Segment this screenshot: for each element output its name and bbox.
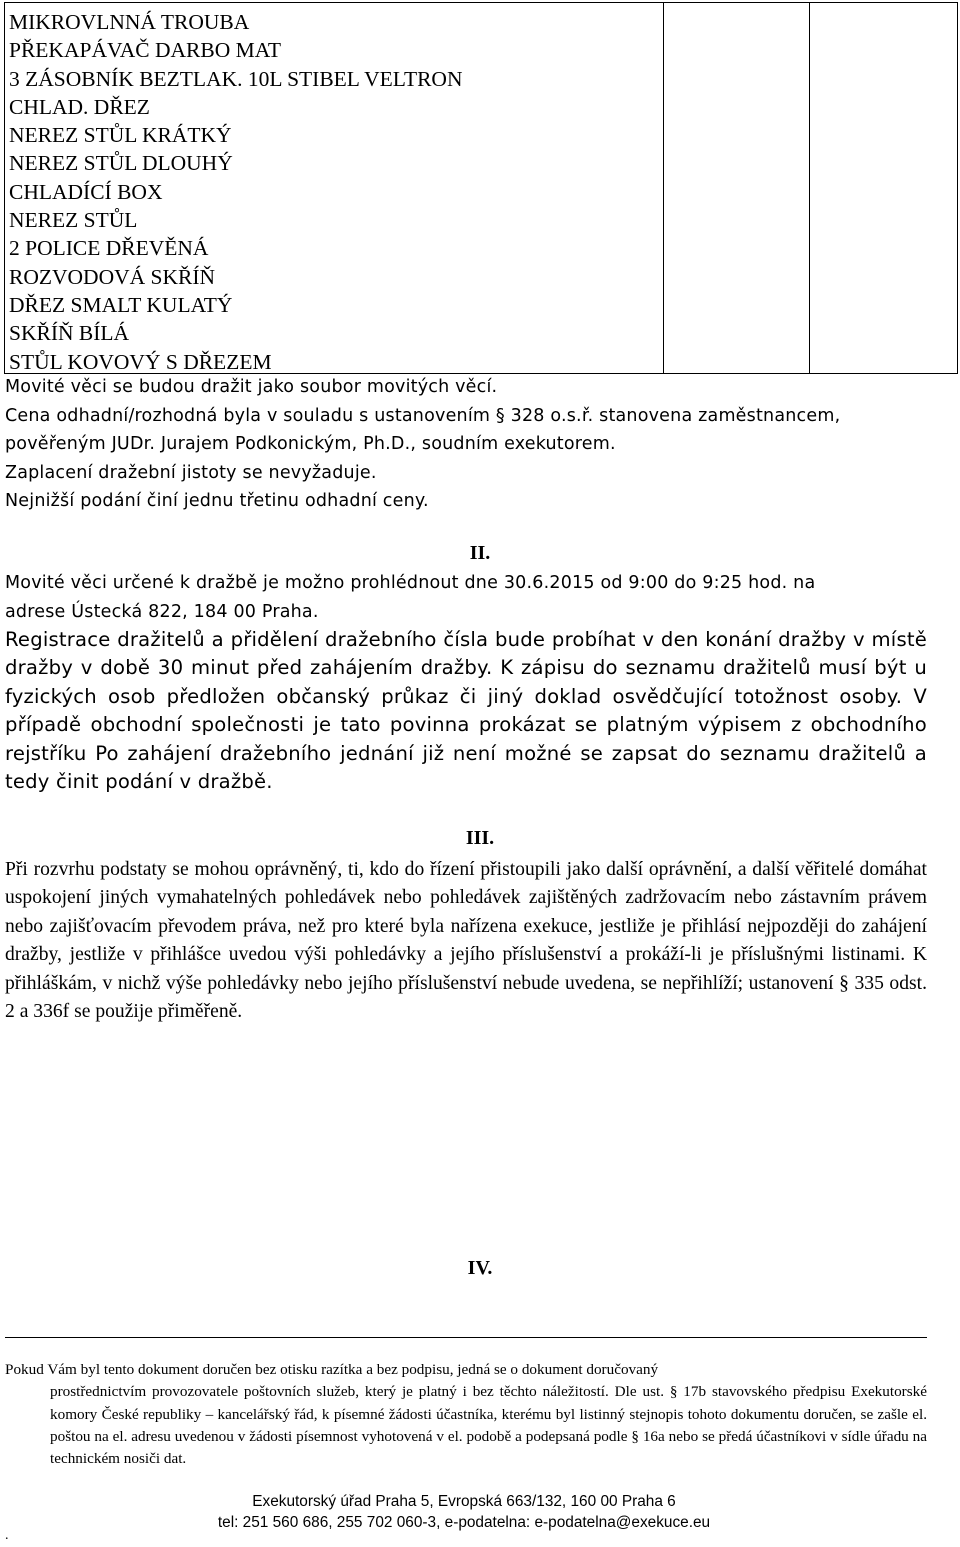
claims-paragraph: Při rozvrhu podstaty se mohou oprávněný, ti, kdo do řízení přistoupili jako další oprávnění, a další věřitelé domáhat uspokojení jiných vymahatelných pohledávek nebo pohledávek zajištěných zadržovacím nebo zástavním právem nebo zajišťovacím převodem práva, než pro které byla nařízena exekuce, jestliže je přihlásí nejpozději do zahájení dražby, jestliže v přihlášce uvedou výši pohledávky a jejího příslušenství a prokáží-li je příslušnými listinami. K přihláškám, v nichž výše pohledávky nebo jejího příslušenství nebude uvedena, se nepřihlíží; ustanovení § 335 odst. 2 a 336f se použije přiměřeně. — [5, 859, 927, 1023]
inspection-line: adrese Ústecká 822, 184 00 Praha. — [5, 601, 319, 622]
items-column — [5, 3, 664, 373]
section-heading: II. — [469, 542, 491, 564]
section-3 — [5, 856, 927, 1026]
office-contact: tel: 251 560 686, 255 702 060-3, e-podatelna: e-podatelna@exekuce.eu — [217, 1514, 711, 1531]
footnote — [5, 1359, 927, 1470]
inspection-line: Movité věci určené k dražbě je možno prohlédnout dne 30.6.2015 od 9:00 do 9:25 hod. na — [5, 573, 816, 593]
footnote-line: Pokud Vám byl tento dokument doručen bez otisku razítka a bez podpisu, jedná se o dokument doručovaný — [5, 1361, 659, 1378]
section-heading: III. — [465, 827, 495, 849]
office-address: Exekutorský úřad Praha 5, Evropská 663/132, 160 00 Praha 6 — [252, 1493, 676, 1510]
list-item: NEREZ STŮL DLOUHÝ — [9, 151, 233, 176]
list-item: CHLADÍCÍ BOX — [9, 179, 163, 204]
list-item: 3 ZÁSOBNÍK BEZTLAK. 10L STIBEL VELTRON — [9, 66, 463, 91]
item-list — [9, 8, 462, 376]
intro-line: pověřeným JUDr. Jurajem Podkonickým, Ph.D., soudním exekutorem. — [5, 434, 616, 454]
list-item: SKŘÍŇ BÍLÁ — [9, 321, 130, 346]
list-item: MIKROVLNNÁ TROUBA — [9, 10, 250, 34]
list-item: NEREZ STŮL KRÁTKÝ — [9, 123, 232, 148]
intro-block — [5, 373, 927, 516]
section-heading: IV. — [467, 1257, 493, 1279]
intro-line: Zaplacení dražební jistoty se nevyžaduje. — [5, 462, 377, 483]
registration-paragraph: Registrace dražitelů a přidělení dražebního čísla bude probíhat v den konání dražby v místě dražby v době 30 minut před zahájením dražby. K zápisu do seznamu dražitelů musí být u fyzických osob předložen občanský průkaz či jiný doklad osvědčující totožnost osoby. V případě obchodní společnosti je tato povinna prokázat se platným výpisem z obchodního rejstříku Po zahájení dražebního jednání již není možné se zapsat do seznamu dražitelů a tedy činit podání v dražbě. — [5, 628, 927, 794]
footnote-divider — [5, 1337, 927, 1338]
footnote-text: prostřednictvím provozovatele poštovních služeb, který je platný i bez těchto náležitostí. Dle ust. § 17b stavovského předpisu Exekutorské komory České republiky – kancelářský řád, k písemné žádosti účastníka, kterému byl listinný stejnopis tohoto dokumentu doručen, se zašle el. poštou na el. adresu uvedenou v žádosti písemnost vyhotovená v el. podobě a podepsaná podle § 16a nebo se předá účastníkovi v sídle úřadu na technickém nosiči dat. — [50, 1383, 927, 1468]
list-item: PŘEKAPÁVAČ DARBO MAT — [9, 38, 281, 63]
list-item: STŮL KOVOVÝ S DŘEZEM — [9, 349, 272, 374]
empty-column — [664, 3, 810, 373]
page-mark: . — [5, 1528, 9, 1543]
list-item: NEREZ STŮL — [9, 208, 138, 233]
section-2 — [5, 569, 927, 796]
items-table — [4, 2, 958, 374]
intro-line: Cena odhadní/rozhodná byla v souladu s ustanovením § 328 o.s.ř. stanovena zaměstnancem, — [5, 405, 841, 426]
list-item: DŘEZ SMALT KULATÝ — [9, 292, 233, 317]
intro-line: Nejnižší podání činí jednu třetinu odhadní ceny. — [5, 491, 429, 511]
list-item: ROZVODOVÁ SKŘÍŇ — [9, 264, 216, 289]
list-item: CHLAD. DŘEZ — [9, 94, 150, 119]
intro-line: Movité věci se budou dražit jako soubor movitých věcí. — [5, 377, 498, 397]
list-item: 2 POLICE DŘEVĚNÁ — [9, 236, 209, 261]
